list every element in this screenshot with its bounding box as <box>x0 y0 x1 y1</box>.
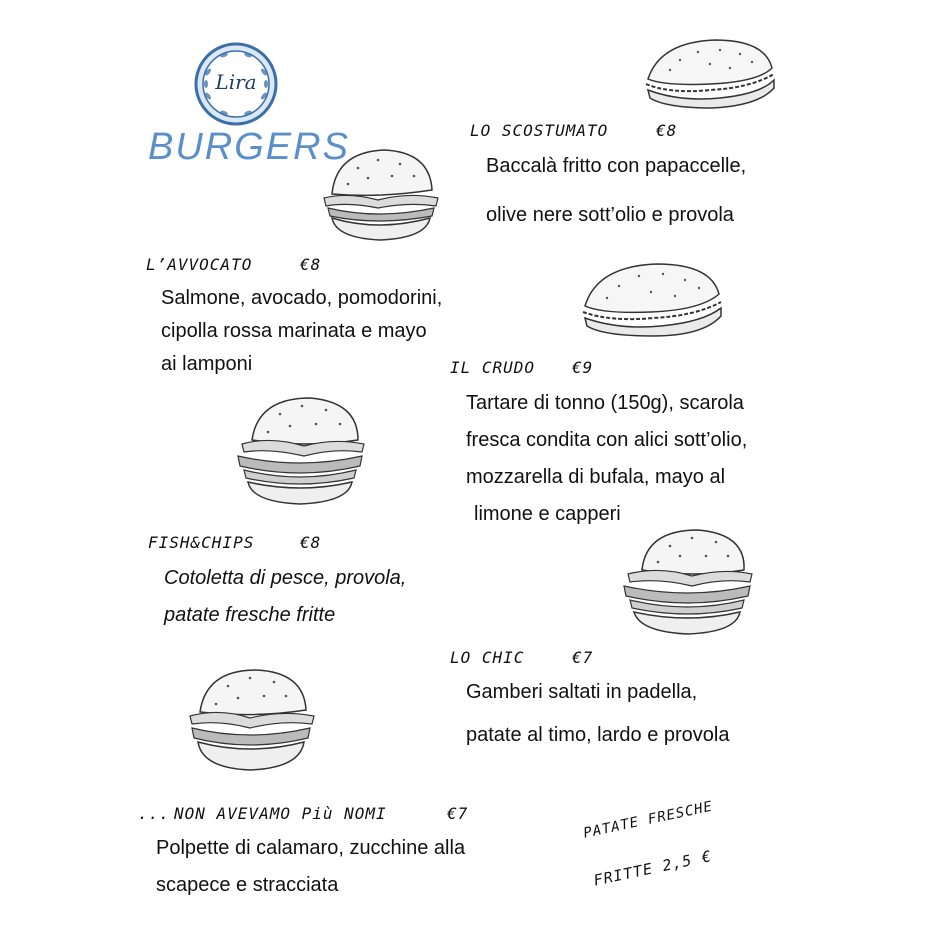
burger-illustration-2 <box>230 394 370 506</box>
item-description-avvocato <box>161 282 442 381</box>
description-line: Salmone, avocado, pomodorini, <box>161 287 443 309</box>
description-line: Cotoletta di pesce, provola, <box>164 567 407 589</box>
item-prefix-ellipsis: ... <box>138 804 170 823</box>
item-description-non-avevamo-piu-nomi <box>156 830 465 904</box>
item-name-lo-scostumato: LO SCOSTUMATO <box>470 121 609 140</box>
long-sandwich-illustration-2 <box>575 258 725 342</box>
description-line: cipolla rossa marinata e mayo <box>161 320 427 342</box>
description-line: Gamberi saltati in padella, <box>466 681 698 703</box>
item-price-lo-chic: €7 <box>572 648 594 667</box>
page-title: BURGERS <box>148 126 350 168</box>
description-line: ai lamponi <box>161 353 253 375</box>
item-price-fish-chips: €8 <box>300 533 322 552</box>
description-line: Tartare di tonno (150g), scarola <box>466 392 744 414</box>
item-description-lo-chic <box>466 674 730 754</box>
item-description-il-crudo <box>466 385 747 533</box>
item-name-avvocato: L’AVVOCATO <box>146 255 253 274</box>
item-name-fish-chips: FISH&CHIPS <box>148 533 255 552</box>
burger-illustration-3 <box>616 526 756 638</box>
description-line: Polpette di calamaro, zucchine alla <box>156 837 466 859</box>
item-price-non-avevamo-piu-nomi: €7 <box>447 804 469 823</box>
lira-logo <box>194 42 278 126</box>
description-line: scapece e stracciata <box>156 874 339 896</box>
item-name-lo-chic: LO CHIC <box>450 648 525 667</box>
description-line: fresca condita con alici sott’olio, <box>466 429 748 451</box>
description-line: patate al timo, lardo e provola <box>466 724 730 746</box>
burger-illustration-4 <box>182 666 318 774</box>
item-price-avvocato: €8 <box>300 255 322 274</box>
long-sandwich-illustration <box>640 34 780 114</box>
side-note-patate-line2: FRITTE 2,5 € <box>592 846 714 890</box>
item-description-fish-chips <box>164 560 406 634</box>
item-description-lo-scostumato <box>486 148 746 234</box>
description-line: olive nere sott’olio e provola <box>486 204 734 226</box>
item-name-il-crudo: IL CRUDO <box>450 358 536 377</box>
item-price-lo-scostumato: €8 <box>656 121 678 140</box>
burger-illustration-1 <box>318 146 442 244</box>
description-line: limone e capperi <box>474 503 621 525</box>
item-name-non-avevamo-piu-nomi: NON AVEVAMO Più NOMI <box>174 804 387 823</box>
side-note-patate-line1: PATATE FRESCHE <box>582 798 715 842</box>
description-line: mozzarella di bufala, mayo al <box>466 466 726 488</box>
description-line: Baccalà fritto con papaccelle, <box>486 155 747 177</box>
description-line: patate fresche fritte <box>164 604 336 626</box>
item-price-il-crudo: €9 <box>572 358 594 377</box>
logo-text: Lira <box>215 70 257 94</box>
